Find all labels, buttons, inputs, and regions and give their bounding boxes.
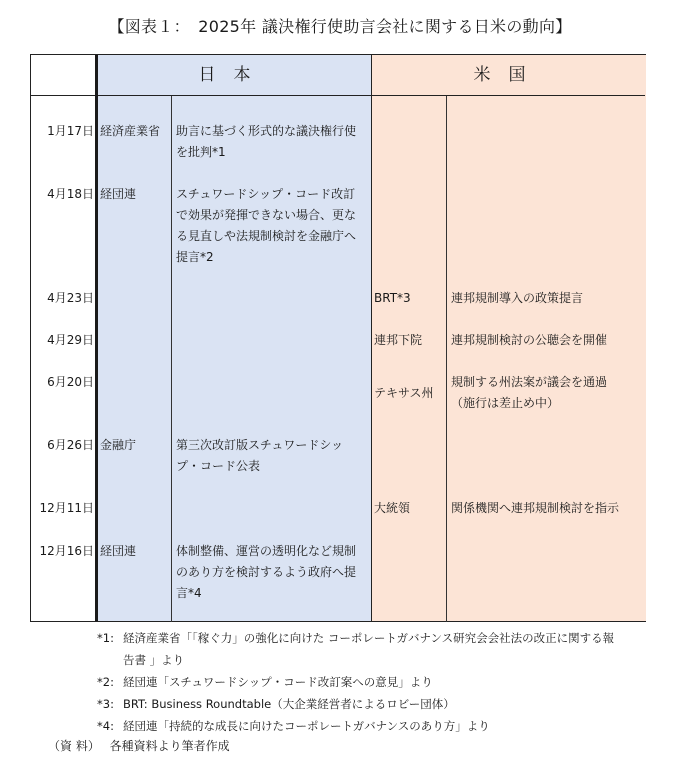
footnote-text: 経済産業省「「稼ぐ力」の強化に向けた コーポレートガバナンス研究会会社法の改正に関する報告書 」より bbox=[123, 631, 615, 667]
jp-org: 経済産業省 bbox=[100, 124, 161, 138]
footnote-mark: *4: bbox=[97, 719, 114, 733]
footnotes bbox=[97, 627, 623, 737]
footnote-mark: *2: bbox=[97, 675, 114, 689]
footnote-mark: *3: bbox=[97, 697, 114, 711]
row-date: 6月20日 bbox=[47, 375, 94, 389]
us-org: BRT*3 bbox=[374, 291, 411, 305]
footnote bbox=[97, 715, 623, 737]
footnote-text: BRT: Business Roundtable（大企業経営者によるロビー団体） bbox=[123, 697, 455, 711]
footnote-text: 経団連「持続的な成長に向けたコーポレートガバナンスのあり方」より bbox=[123, 719, 490, 733]
jp-desc: 体制整備、運営の透明化など規制のあり方を検討するよう政府へ提言*4 bbox=[176, 544, 357, 600]
footnote bbox=[97, 693, 623, 715]
us-desc: 規制する州法案が議会を通過（施行は差止め中） bbox=[451, 375, 608, 410]
jp-desc: 助言に基づく形式的な議決権行使を批判*1 bbox=[176, 124, 357, 159]
jp-desc: スチュワードシップ・コード改訂で効果が発揮できない場合、更なる見直しや法規制検討を金融庁へ提言*2 bbox=[176, 187, 357, 264]
header-divider bbox=[31, 95, 645, 96]
jp-desc: 第三次改訂版スチュワードシップ・コード公表 bbox=[176, 438, 344, 473]
row-date: 1月17日 bbox=[47, 124, 94, 138]
date-column-divider bbox=[95, 55, 98, 621]
source-label: （資 料） bbox=[48, 739, 100, 753]
row-date: 12月11日 bbox=[39, 501, 94, 515]
jp-org: 経団連 bbox=[100, 187, 137, 201]
row-date: 12月16日 bbox=[39, 544, 94, 558]
footnote-text: 経団連「スチュワードシップ・コード改訂案への意見」より bbox=[123, 675, 433, 689]
row-date: 4月29日 bbox=[47, 333, 94, 347]
us-desc: 連邦規制検討の公聴会を開催 bbox=[451, 333, 608, 347]
jp-org: 金融庁 bbox=[100, 438, 137, 452]
us-desc: 連邦規制導入の政策提言 bbox=[451, 291, 584, 305]
footnote-mark: *1: bbox=[97, 631, 114, 645]
row-date: 4月23日 bbox=[47, 291, 94, 305]
row-date: 6月26日 bbox=[47, 438, 94, 452]
comparison-table bbox=[30, 54, 646, 622]
header-japan: 日本 bbox=[198, 65, 269, 85]
us-org: 連邦下院 bbox=[374, 333, 423, 347]
figure-title: 【図表１： 2025年 議決権行使助言会社に関する日米の動向】 bbox=[108, 17, 572, 36]
footnote bbox=[97, 671, 623, 693]
footnote bbox=[97, 627, 623, 671]
header-us: 米国 bbox=[473, 65, 544, 85]
us-org-divider bbox=[446, 96, 447, 622]
row-date: 4月18日 bbox=[47, 187, 94, 201]
jp-org: 経団連 bbox=[100, 544, 137, 558]
source-line bbox=[48, 737, 236, 754]
country-divider bbox=[371, 55, 372, 621]
source-text: 各種資料より筆者作成 bbox=[109, 739, 230, 753]
us-org: 大統領 bbox=[374, 501, 411, 515]
us-org: テキサス州 bbox=[374, 386, 434, 400]
us-desc: 関係機関へ連邦規制検討を指示 bbox=[451, 501, 620, 515]
